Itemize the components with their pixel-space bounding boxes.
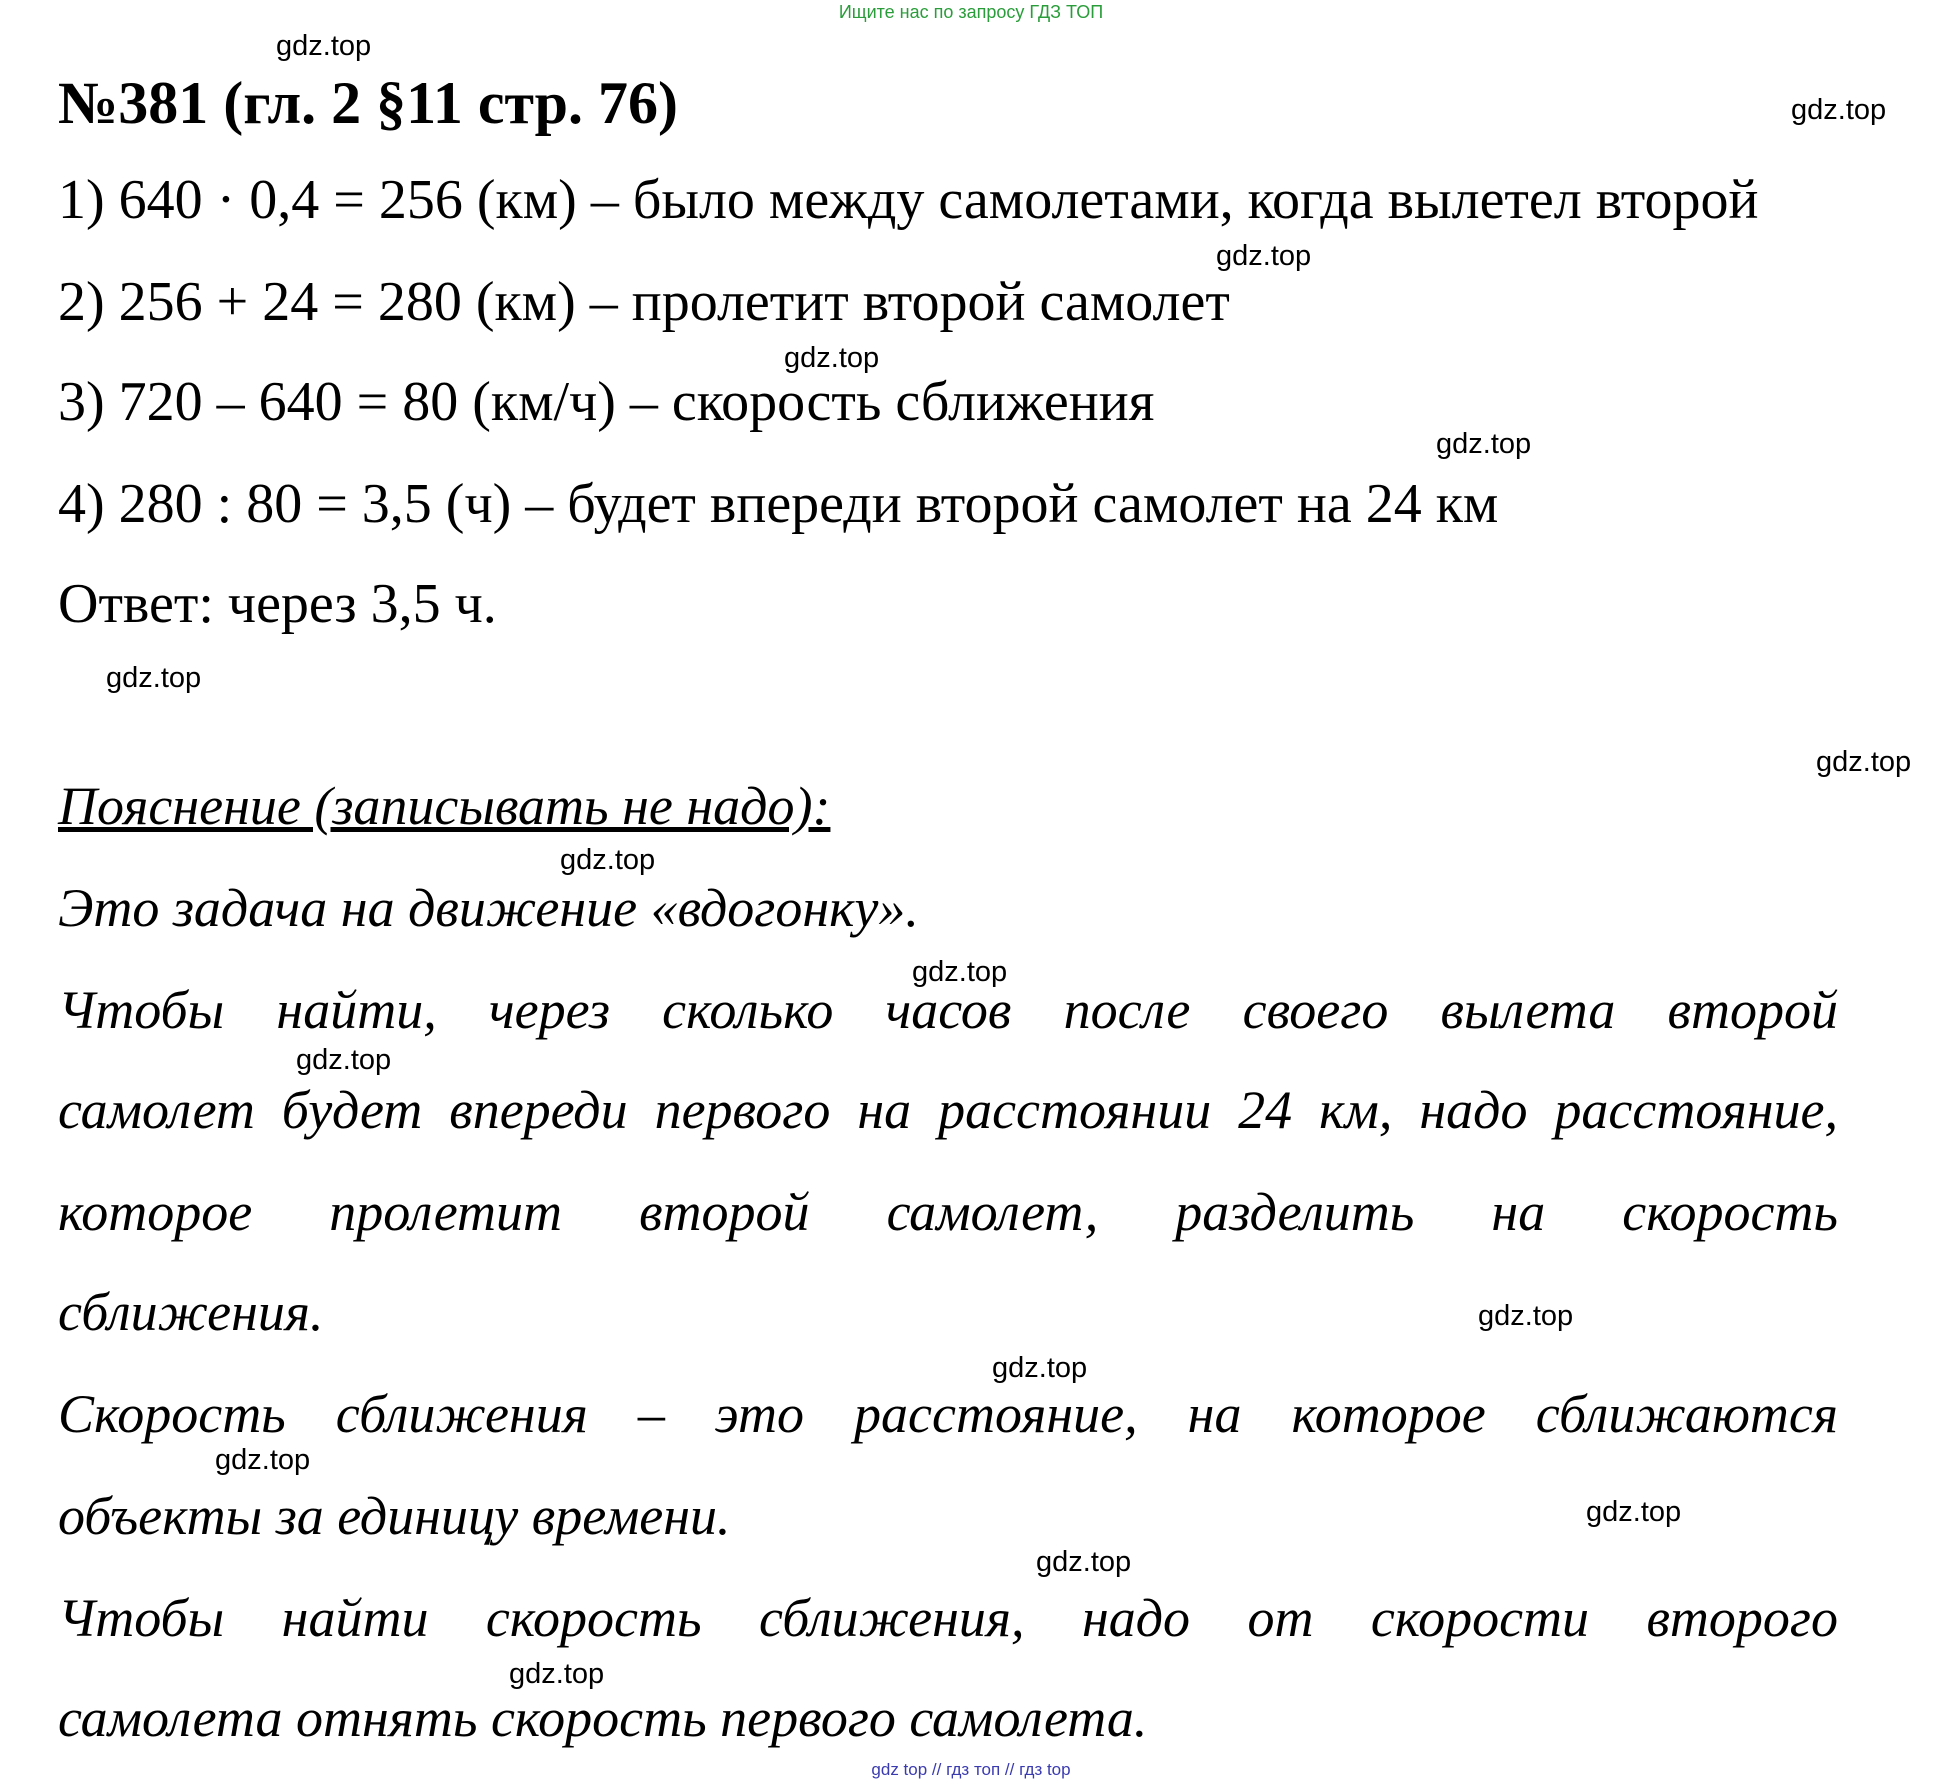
explanation-line-4: которое пролетит второй самолет, разделить на скорость: [58, 1182, 1838, 1242]
watermark: gdz.top: [1791, 94, 1887, 126]
explanation-line-1: Это задача на движение «вдогонку».: [58, 878, 919, 938]
watermark: gdz.top: [1436, 428, 1532, 460]
page-title: №381 (гл. 2 §11 стр. 76): [58, 70, 679, 136]
explanation-line-5: сближения.: [58, 1282, 324, 1342]
watermark: gdz.top: [1216, 240, 1312, 272]
watermark: gdz.top: [1816, 746, 1912, 778]
watermark: gdz.top: [215, 1444, 311, 1476]
explanation-line-8: Чтобы найти скорость сближения, надо от скорости второго: [58, 1588, 1838, 1648]
watermark: gdz.top: [1586, 1496, 1682, 1528]
solution-step-4: 4) 280 : 80 = 3,5 (ч) – будет впереди второй самолет на 24 км: [58, 473, 1499, 535]
watermark: gdz.top: [1478, 1300, 1574, 1332]
watermark: gdz.top: [106, 662, 202, 694]
watermark: gdz.top: [560, 844, 656, 876]
explanation-heading: Пояснение (записывать не надо):: [58, 776, 831, 836]
watermark: gdz.top: [296, 1044, 392, 1076]
watermark: gdz.top: [912, 956, 1008, 988]
solution-step-1: 1) 640 · 0,4 = 256 (км) – было между самолетами, когда вылетел второй: [58, 169, 1759, 231]
footer-links: gdz top // гдз топ // гдз top: [871, 1760, 1071, 1779]
top-banner: Ищите нас по запросу ГДЗ ТОП: [838, 2, 1104, 22]
explanation-line-7: объекты за единицу времени.: [58, 1486, 731, 1546]
solution-step-3: 3) 720 – 640 = 80 (км/ч) – скорость сближения: [58, 371, 1155, 433]
answer-line: Ответ: через 3,5 ч.: [58, 573, 497, 635]
watermark: gdz.top: [992, 1352, 1088, 1384]
watermark: gdz.top: [1036, 1546, 1132, 1578]
explanation-line-9: самолета отнять скорость первого самолета.: [58, 1688, 1148, 1748]
solution-step-2: 2) 256 + 24 = 280 (км) – пролетит второй самолет: [58, 271, 1230, 333]
explanation-line-3: самолет будет впереди первого на расстоянии 24 км, надо расстояние,: [58, 1080, 1838, 1140]
watermark: gdz.top: [276, 30, 372, 62]
watermark: gdz.top: [784, 342, 880, 374]
explanation-line-2: Чтобы найти, через сколько часов после своего вылета второй: [58, 980, 1838, 1040]
watermark: gdz.top: [509, 1658, 605, 1690]
explanation-line-6: Скорость сближения – это расстояние, на которое сближаются: [58, 1384, 1838, 1444]
